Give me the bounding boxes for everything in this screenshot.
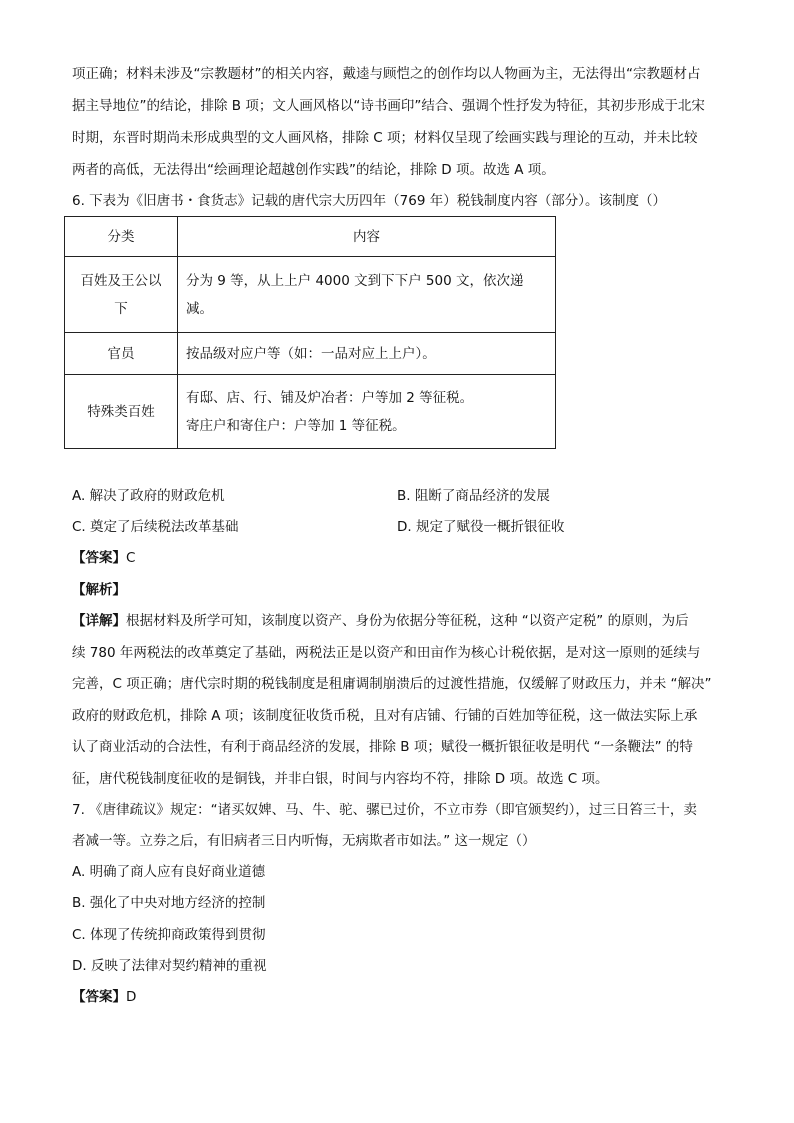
detail-label: 【详解】: [72, 613, 126, 629]
table-cell-category: [65, 333, 178, 375]
table-header-category: 分类: [65, 217, 178, 257]
table-header-content: 内容: [178, 217, 556, 257]
table-row: [65, 375, 556, 449]
q6-detail-line: 续 780 年两税法的改革奠定了基础，两税法正是以资产和田亩作为核心计税依据，是对这一原则的延续与: [72, 645, 701, 661]
q6-analysis-label: 【解析】: [72, 582, 126, 598]
prev-explanation-line: 时期，东晋时期尚未形成典型的文人画风格，排除 C 项；材料仅呈现了绘画实践与理论的互动，并未比较: [72, 130, 698, 146]
question-7-stem-line: 7. 《唐律疏议》规定：“诸买奴婢、马、牛、驼、骡已过价，不立市券（即官颁契约），过三日笞三十，卖: [72, 802, 697, 818]
q7-option-d[interactable]: D. 反映了法律对契约精神的重视: [72, 958, 267, 974]
cell-text: 分为 9 等，从上上户 4000 文到下下户 500 文，依次递减。: [186, 272, 524, 317]
table-header-row: [65, 217, 556, 257]
q6-detail-line: 认了商业活动的合法性，有利于商品经济的发展，排除 B 项；赋役一概折银征收是明代 “一条鞭法” 的特: [72, 739, 693, 755]
cell-text: 按品级对应户等（如：一品对应上上户）。: [186, 345, 436, 362]
cell-text: 寄庄户和寄住户：户等加 1 等征税。: [186, 417, 406, 434]
q7-option-a[interactable]: A. 明确了商人应有良好商业道德: [72, 864, 266, 880]
cell-text: 有邸、店、行、铺及炉冶者：户等加 2 等征税。: [186, 389, 474, 406]
table-cell-content: [178, 333, 556, 375]
q7-option-c[interactable]: C. 体现了传统抑商政策得到贯彻: [72, 927, 266, 943]
prev-explanation-line: 项正确；材料未涉及“宗教题材”的相关内容，戴逵与顾恺之的创作均以人物画为主，无法得出“宗教题材占: [72, 66, 701, 82]
prev-explanation-line: 据主导地位”的结论，排除 B 项；文人画风格以“诗书画印”结合、强调个性抒发为特征，其初步形成于北宋: [72, 98, 705, 114]
detail-text: 根据材料及所学可知，该制度以资产、身份为依据分等征税，这种 “以资产定税” 的原则，为后: [126, 613, 689, 629]
cell-text: 特殊类百姓: [87, 403, 155, 420]
q6-detail-line: 政府的财政危机，排除 A 项；该制度征收货币税，且对有店铺、行铺的百姓加等征税，这一做法实际上承: [72, 708, 698, 724]
q6-option-d[interactable]: D. 规定了赋役一概折银征收: [397, 519, 565, 535]
cell-text: 官员: [107, 345, 135, 362]
q6-detail-line: [72, 611, 732, 631]
prev-explanation-line: 两者的高低，无法得出“绘画理论超越创作实践”的结论，排除 D 项。故选 A 项。: [72, 162, 555, 178]
table-row: [65, 257, 556, 333]
question-7-stem-line: 者减一等。立券之后，有旧病者三日内听悔，无病欺者市如法。” 这一规定（）: [72, 833, 536, 849]
q6-option-a[interactable]: A. 解决了政府的财政危机: [72, 488, 225, 504]
q6-option-c[interactable]: C. 奠定了后续税法改革基础: [72, 519, 239, 535]
q7-option-b[interactable]: B. 强化了中央对地方经济的控制: [72, 895, 266, 911]
q6-detail-line: 完善，C 项正确；唐代宗时期的税钱制度是租庸调制崩溃后的过渡性措施，仅缓解了财政压力，并未 “解决”: [72, 676, 712, 692]
answer-value: D: [126, 989, 137, 1005]
q6-answer: [72, 548, 732, 568]
table-cell-content: [178, 375, 556, 449]
q7-answer: [72, 987, 732, 1007]
question-6-stem: 6. 下表为《旧唐书・食货志》记载的唐代宗大历四年（769 年）税钱制度内容（部分）。该制度（）: [72, 193, 666, 209]
q6-detail-line: 征，唐代税钱制度征收的是铜钱，并非白银，时间与内容均不符，排除 D 项。故选 C 项。: [72, 771, 609, 787]
table-row: [65, 333, 556, 375]
cell-text: 百姓及王公以: [80, 272, 162, 289]
q6-option-b[interactable]: B. 阻断了商品经济的发展: [397, 488, 550, 504]
table-cell-content: [178, 257, 556, 333]
cell-text: 下: [114, 300, 128, 317]
answer-label: 【答案】: [72, 550, 126, 566]
tax-table: [64, 216, 556, 449]
table-cell-category: [65, 257, 178, 333]
answer-value: C: [126, 550, 136, 566]
table-cell-category: [65, 375, 178, 449]
answer-label: 【答案】: [72, 989, 126, 1005]
